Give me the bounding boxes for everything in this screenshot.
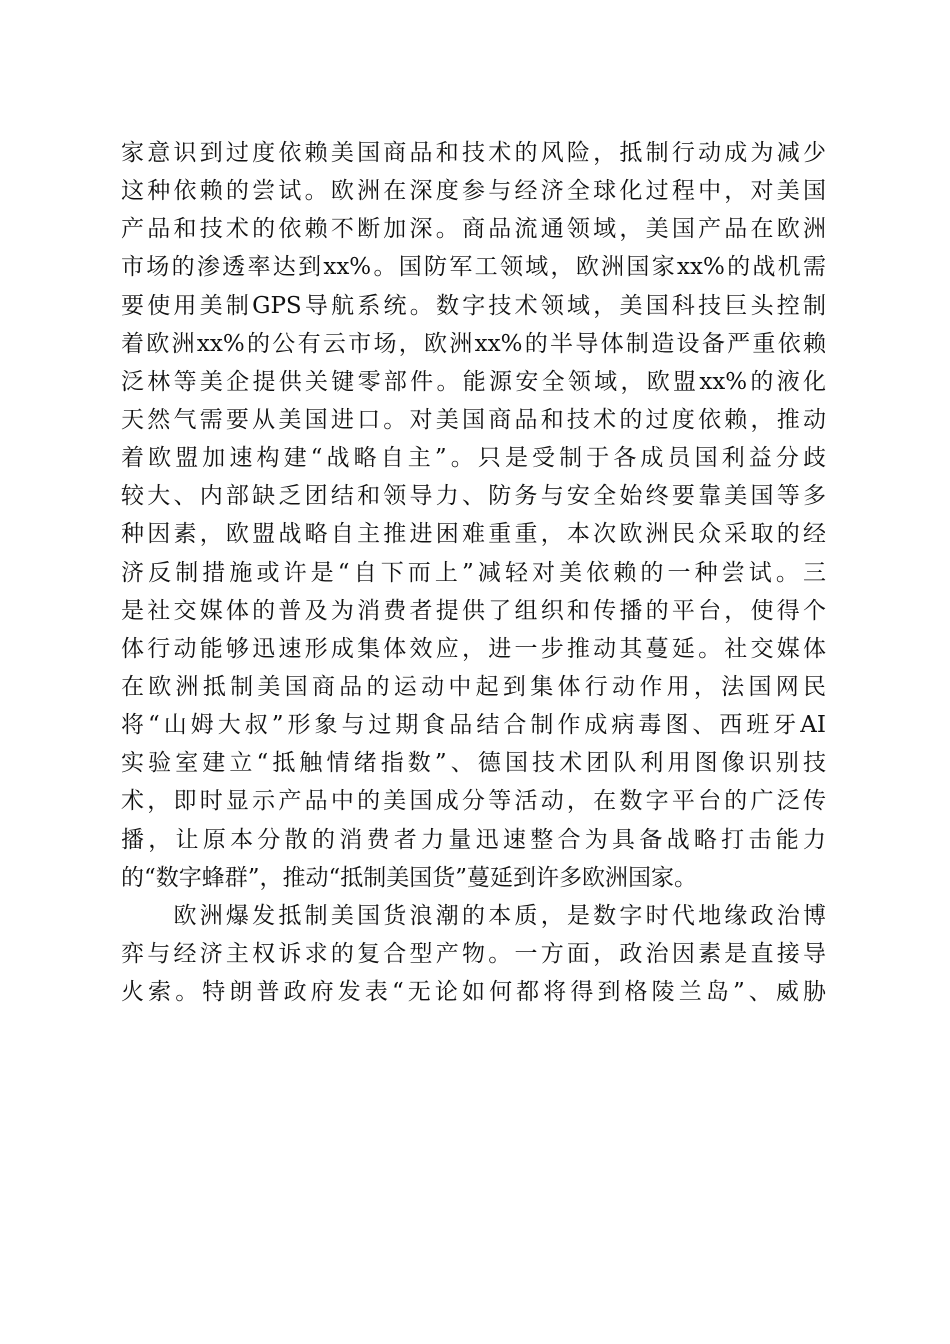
document-body — [121, 134, 826, 1011]
text-line: 将“山姆大叔”形象与过期食品结合制作成病毒图、西班牙AI — [121, 712, 826, 739]
text-line: 实验室建立“抵触情绪指数”、德国技术团队利用图像识别技 — [121, 750, 826, 777]
text-line: 着欧洲xx%的公有云市场，欧洲xx%的半导体制造设备严重依赖 — [121, 330, 826, 357]
text-line: 种因素，欧盟战略自主推进困难重重，本次欧洲民众采取的经 — [121, 521, 826, 548]
text-line: 济反制措施或许是“自下而上”减轻对美依赖的一种尝试。三 — [121, 559, 826, 586]
text-line: 这种依赖的尝试。欧洲在深度参与经济全球化过程中，对美国 — [121, 178, 826, 205]
text-line: 是社交媒体的普及为消费者提供了组织和传播的平台，使得个 — [121, 597, 826, 624]
text-line: 要使用美制GPS导航系统。数字技术领域，美国科技巨头控制 — [121, 292, 826, 319]
text-line: 着欧盟加速构建“战略自主”。只是受制于各成员国利益分歧 — [121, 445, 826, 472]
text-line: 较大、内部缺乏团结和领导力、防务与安全始终要靠美国等多 — [121, 483, 826, 510]
text-line: 产品和技术的依赖不断加深。商品流通领域，美国产品在欧洲 — [121, 216, 826, 243]
text-line: 市场的渗透率达到xx%。国防军工领域，欧洲国家xx%的战机需 — [121, 254, 826, 281]
text-line: 术，即时显示产品中的美国成分等活动，在数字平台的广泛传 — [121, 788, 826, 815]
text-line: 在欧洲抵制美国商品的运动中起到集体行动作用，法国网民 — [121, 673, 826, 700]
text-line: 泛林等美企提供关键零部件。能源安全领域，欧盟xx%的液化 — [121, 368, 826, 395]
text-line: 天然气需要从美国进口。对美国商品和技术的过度依赖，推动 — [121, 406, 826, 433]
text-line: 家意识到过度依赖美国商品和技术的风险，抵制行动成为减少 — [121, 140, 826, 166]
paragraph-end-line: 的“数字蜂群”，推动“抵制美国货”蔓延到许多欧洲国家。 — [121, 864, 698, 891]
text-line: 播，让原本分散的消费者力量迅速整合为具备战略打击能力 — [121, 826, 826, 853]
text-line: 火索。特朗普政府发表“无论如何都将得到格陵兰岛”、威胁 — [121, 979, 826, 1006]
text-line: 弈与经济主权诉求的复合型产物。一方面，政治因素是直接导 — [121, 940, 826, 967]
paragraph-start-line: 欧洲爆发抵制美国货浪潮的本质，是数字时代地缘政治博 — [121, 902, 826, 929]
text-line: 体行动能够迅速形成集体效应，进一步推动其蔓延。社交媒体 — [121, 635, 826, 662]
